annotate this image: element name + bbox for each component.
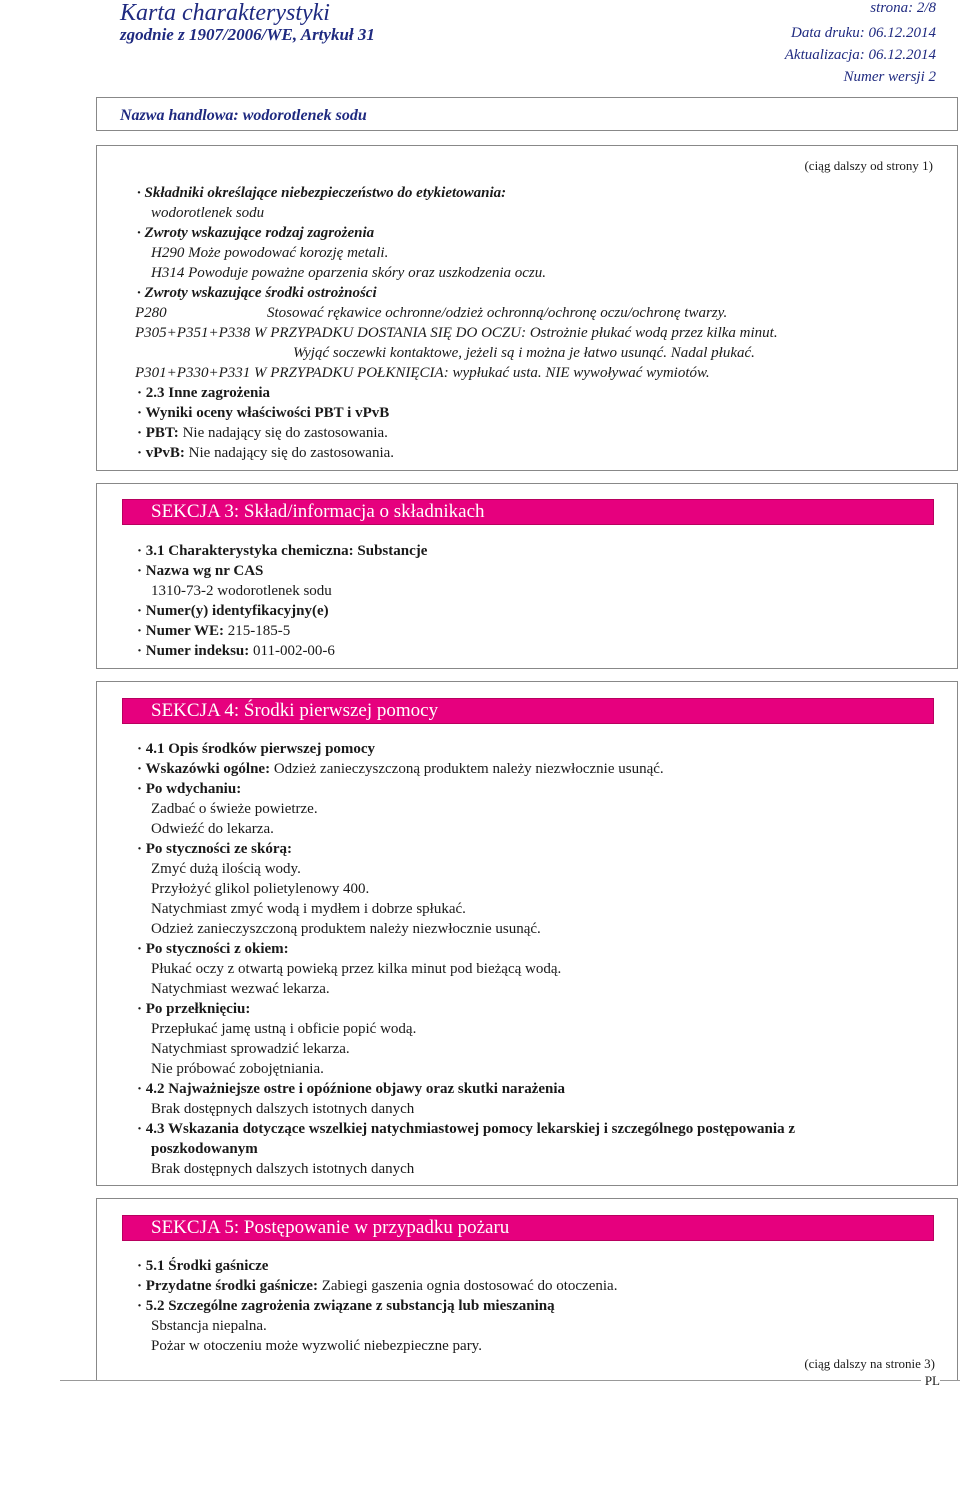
p305-statement: P305+P351+P338 W PRZYPADKU DOSTANIA SIĘ DO OCZU: Ostrożnie płukać wodą przez kilka minut. xyxy=(135,325,778,341)
precaution-heading: · Zwroty wskazujące środki ostrożności xyxy=(137,285,377,301)
hazard-h290: H290 Może powodować korozję metali. xyxy=(151,245,389,261)
suitable-media-label: · Przydatne środki gaśnicze: xyxy=(137,1278,318,1294)
p280-text: Stosować rękawice ochronne/odzież ochronną/ochronę oczu/ochronę twarzy. xyxy=(267,305,728,321)
vpvb-line xyxy=(137,443,957,463)
skin-step-1: Zmyć dużą ilością wody. xyxy=(151,861,301,877)
skin-step-3: Natychmiast zmyć wodą i mydłem i dobrze spłukać. xyxy=(151,901,466,917)
inhalation-step-2: Odwieźć do lekarza. xyxy=(151,821,274,837)
inhalation-step-1: Zadbać o świeże powietrze. xyxy=(151,801,318,817)
section4-box xyxy=(96,681,958,1186)
swallowing-step-1: Przepłukać jamę ustną i obficie popić wodą. xyxy=(151,1021,417,1037)
suitable-media-line xyxy=(137,1276,957,1296)
language-code: PL xyxy=(921,1373,940,1389)
index-label: · Numer indeksu: xyxy=(137,643,250,659)
inhalation-heading: · Po wdychaniu: xyxy=(137,781,242,797)
general-notes-label: · Wskazówki ogólne: xyxy=(137,761,271,777)
pbt-results-heading: · Wyniki oceny właściwości PBT i vPvB xyxy=(137,405,390,421)
section5-box xyxy=(96,1198,958,1380)
symptoms-heading: · 4.2 Najważniejsze ostre i opóźnione objawy oraz skutki narażenia xyxy=(137,1081,566,1097)
first-aid-heading: · 4.1 Opis środków pierwszej pomocy xyxy=(137,741,376,757)
document-subtitle: zgodnie z 1907/2006/WE, Artykuł 31 xyxy=(120,25,375,44)
pbt-label: · PBT: xyxy=(137,425,179,441)
cas-value: 1310-73-2 wodorotlenek sodu xyxy=(151,583,332,599)
section4-header xyxy=(122,698,934,724)
we-value: 215-185-5 xyxy=(223,623,291,639)
p301-statement: P301+P330+P331 W PRZYPADKU POŁKNIĘCIA: wypłukać usta. NIE wywoływać wymiotów. xyxy=(135,365,710,381)
index-number-line xyxy=(137,641,957,661)
p305-continuation: Wyjąć soczewki kontaktowe, jeżeli są i można je łatwo usunąć. Nadal płukać. xyxy=(293,345,755,361)
footer-divider xyxy=(60,1380,960,1381)
section5-title: SEKCJA 5: Postępowanie w przypadku pożaru xyxy=(151,1217,510,1238)
skin-contact-heading: · Po styczności ze skórą: xyxy=(137,841,292,857)
hazard-statements-heading: · Zwroty wskazujące rodzaj zagrożenia xyxy=(137,225,375,241)
section3-header xyxy=(122,499,934,525)
eye-step-1: Płukać oczy z otwartą powieką przez kilka minut pod bieżącą wodą. xyxy=(151,961,562,977)
section3-box xyxy=(96,483,958,669)
page-number: strona: 2/8 xyxy=(870,0,936,16)
section3-title: SEKCJA 3: Skład/informacja o składnikach xyxy=(151,501,485,522)
section2-box xyxy=(96,145,958,471)
general-notes-line xyxy=(137,759,957,779)
skin-step-2: Przyłożyć glikol polietylenowy 400. xyxy=(151,881,370,897)
we-number-line xyxy=(137,621,957,641)
p280-code: P280 xyxy=(135,305,167,321)
pbt-line xyxy=(137,423,957,443)
swallowing-heading: · Po przełknięciu: xyxy=(137,1001,251,1017)
pbt-value: Nie nadający się do zastosowania. xyxy=(178,425,388,441)
medical-attention-heading-cont: poszkodowanym xyxy=(151,1141,258,1157)
update-date: Aktualizacja: 06.12.2014 xyxy=(784,47,936,63)
section4-title: SEKCJA 4: Środki pierwszej pomocy xyxy=(151,700,439,721)
special-hazards-line-2: Pożar w otoczeniu może wyzwolić niebezpieczne pary. xyxy=(151,1338,482,1354)
eye-contact-heading: · Po styczności z okiem: xyxy=(137,941,289,957)
extinguishing-media-heading: · 5.1 Środki gaśnicze xyxy=(137,1258,269,1274)
medical-attention-value: Brak dostępnych dalszych istotnych danych xyxy=(151,1161,415,1177)
hazard-h314: H314 Powoduje poważne oparzenia skóry oraz uszkodzenia oczu. xyxy=(151,265,546,281)
cas-heading: · Nazwa wg nr CAS xyxy=(137,563,264,579)
swallowing-step-3: Nie próbować zobojętniania. xyxy=(151,1061,324,1077)
chemical-characterization: · 3.1 Charakterystyka chemiczna: Substancje xyxy=(137,543,428,559)
identification-heading: · Numer(y) identyfikacyjny(e) xyxy=(137,603,329,619)
general-notes-value: Odzież zanieczyszczoną produktem należy niezwłocznie usunąć. xyxy=(270,761,664,777)
print-date: Data druku: 06.12.2014 xyxy=(791,25,936,41)
suitable-media-value: Zabiegi gaszenia ognia dostosować do otoczenia. xyxy=(317,1278,618,1294)
vpvb-label: · vPvB: xyxy=(137,445,185,461)
skin-step-4: Odzież zanieczyszczoną produktem należy niezwłocznie usunąć. xyxy=(151,921,541,937)
continued-to: (ciąg dalszy na stronie 3) xyxy=(804,1356,935,1371)
special-hazards-heading: · 5.2 Szczególne zagrożenia związane z substancją lub mieszaniną xyxy=(137,1298,555,1314)
symptoms-value: Brak dostępnych dalszych istotnych danych xyxy=(151,1101,415,1117)
document-title: Karta charakterystyki xyxy=(120,0,330,26)
eye-step-2: Natychmiast wezwać lekarza. xyxy=(151,981,330,997)
swallowing-step-2: Natychmiast sprowadzić lekarza. xyxy=(151,1041,350,1057)
index-value: 011-002-00-6 xyxy=(249,643,335,659)
other-hazards-heading: · 2.3 Inne zagrożenia xyxy=(137,385,271,401)
vpvb-value: Nie nadający się do zastosowania. xyxy=(184,445,395,461)
continued-from: (ciąg dalszy od strony 1) xyxy=(804,158,933,173)
section5-header xyxy=(122,1215,934,1241)
special-hazards-line-1: Sbstancja niepalna. xyxy=(151,1318,267,1334)
version-number: Numer wersji 2 xyxy=(843,69,936,85)
we-label: · Numer WE: xyxy=(137,623,224,639)
label-components: · Składniki określające niebezpieczeństwo do etykietowania: xyxy=(137,185,507,201)
trade-name: Nazwa handlowa: wodorotlenek sodu xyxy=(120,107,367,124)
component-name: wodorotlenek sodu xyxy=(151,205,265,221)
medical-attention-heading: · 4.3 Wskazania dotyczące wszelkiej natychmiastowej pomocy lekarskiej i szczególnego postępowania z xyxy=(137,1121,795,1137)
